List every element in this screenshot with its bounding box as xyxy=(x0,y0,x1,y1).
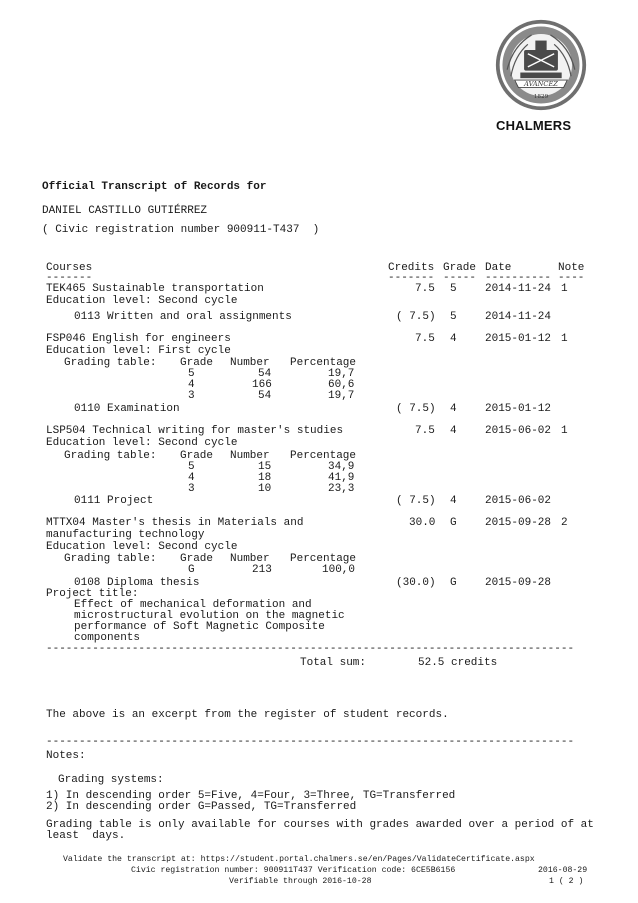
document-title: Official Transcript of Records for xyxy=(42,181,267,193)
separator-rule: -------------------------------------------------------------------------------- xyxy=(46,644,575,655)
grading-cell: 15 xyxy=(258,461,272,473)
footer-verification: Civic registration number: 900911T437 Verification code: 6CE5B6156 xyxy=(131,866,456,875)
grading-systems-label: Grading systems: xyxy=(58,774,164,786)
project-title-line: performance of Soft Magnetic Composite xyxy=(74,621,325,633)
project-title-line: components xyxy=(74,632,141,644)
grading-cell: 5 xyxy=(188,461,195,473)
grading-col-grade: Grade xyxy=(180,553,214,565)
project-title-line: Effect of mechanical deformation and xyxy=(74,599,312,611)
module-grade: 4 xyxy=(450,403,457,415)
seal-year-text: 1829 xyxy=(533,93,549,100)
course-note: 1 xyxy=(561,283,568,295)
module-name: 0113 Written and oral assignments xyxy=(74,311,292,323)
grading-cell: 166 xyxy=(252,379,272,391)
course-title: FSP046 English for engineers xyxy=(46,333,231,345)
grading-col-grade: Grade xyxy=(180,450,214,462)
module-credits: ( 7.5) xyxy=(396,495,436,507)
grading-table-label: Grading table: xyxy=(64,553,157,565)
note-item: 2) In descending order G=Passed, TG=Transferred xyxy=(46,801,357,813)
grading-cell: 34,9 xyxy=(328,461,355,473)
module-name: 0110 Examination xyxy=(74,403,180,415)
footer-page-number: 1 ( 2 ) xyxy=(549,877,584,886)
grading-cell: 19,7 xyxy=(328,390,355,402)
course-date: 2015-09-28 xyxy=(485,517,552,529)
course-title-continued: manufacturing technology xyxy=(46,529,205,541)
grading-cell: 4 xyxy=(188,379,195,391)
grading-cell: 213 xyxy=(252,564,272,576)
excerpt-statement: The above is an excerpt from the register of student records. xyxy=(46,709,449,721)
course-credits: 7.5 xyxy=(415,333,435,345)
col-date-header: Date xyxy=(485,262,512,274)
module-date: 2014-11-24 xyxy=(485,311,552,323)
course-date: 2015-01-12 xyxy=(485,333,552,345)
seal-ribbon-text: AVANCEZ xyxy=(524,80,558,89)
module-grade: 5 xyxy=(450,311,457,323)
project-title-line: microstructural evolution on the magnetic xyxy=(74,610,345,622)
grading-col-percentage: Percentage xyxy=(290,450,357,462)
grading-cell: 19,7 xyxy=(328,368,355,380)
module-credits: ( 7.5) xyxy=(396,403,436,415)
module-date: 2015-09-28 xyxy=(485,577,552,589)
grading-cell: 100,0 xyxy=(322,564,356,576)
grading-table-note: Grading table is only available for courses with grades awarded over a period of at xyxy=(46,819,594,831)
grading-cell: 60,6 xyxy=(328,379,355,391)
module-grade: G xyxy=(450,577,457,589)
grading-cell: G xyxy=(188,564,195,576)
grading-col-percentage: Percentage xyxy=(290,553,357,565)
col-courses-underline: ------- xyxy=(46,272,93,284)
separator-rule: -------------------------------------------------------------------------------- xyxy=(46,737,575,748)
grading-cell: 18 xyxy=(258,472,272,484)
module-date: 2015-01-12 xyxy=(485,403,552,415)
col-grade-header: Grade xyxy=(443,262,477,274)
project-title-label: Project title: xyxy=(46,588,139,600)
chalmers-seal-logo xyxy=(494,18,588,112)
module-date: 2015-06-02 xyxy=(485,495,552,507)
footer-date: 2016-08-29 xyxy=(538,866,588,875)
student-name: DANIEL CASTILLO GUTIÉRREZ xyxy=(42,205,208,217)
footer-validate-url: Validate the transcript at: https://student.portal.chalmers.se/en/Pages/ValidateCertificate.aspx xyxy=(63,855,535,864)
col-grade-underline: ----- xyxy=(443,272,477,284)
course-note: 1 xyxy=(561,333,568,345)
col-note-underline: ---- xyxy=(558,272,585,284)
module-name: 0108 Diploma thesis xyxy=(74,577,200,589)
education-level: Education level: Second cycle xyxy=(46,295,238,307)
course-credits: 7.5 xyxy=(415,425,435,437)
module-name: 0111 Project xyxy=(74,495,154,507)
course-title: LSP504 Technical writing for master's studies xyxy=(46,425,344,437)
course-credits: 7.5 xyxy=(415,283,435,295)
grading-col-grade: Grade xyxy=(180,357,214,369)
civic-registration: ( Civic registration number 900911-T437 ) xyxy=(42,224,320,236)
grading-table-note: least days. xyxy=(46,830,126,842)
col-credits-header: Credits xyxy=(388,262,435,274)
course-grade: 4 xyxy=(450,425,457,437)
footer-verifiable-through: Verifiable through 2016-10-28 xyxy=(229,877,372,886)
module-grade: 4 xyxy=(450,495,457,507)
module-credits: ( 7.5) xyxy=(396,311,436,323)
brand-wordmark: CHALMERS xyxy=(496,118,572,133)
education-level: Education level: Second cycle xyxy=(46,541,238,553)
education-level: Education level: Second cycle xyxy=(46,437,238,449)
grading-cell: 10 xyxy=(258,483,272,495)
course-credits: 30.0 xyxy=(409,517,436,529)
course-date: 2014-11-24 xyxy=(485,283,552,295)
total-value: 52.5 credits xyxy=(418,657,498,669)
module-credits: (30.0) xyxy=(396,577,436,589)
course-grade: 5 xyxy=(450,283,457,295)
grading-cell: 54 xyxy=(258,390,272,402)
grading-cell: 3 xyxy=(188,390,195,402)
notes-heading: Notes: xyxy=(46,750,86,762)
grading-cell: 41,9 xyxy=(328,472,355,484)
course-date: 2015-06-02 xyxy=(485,425,552,437)
grading-cell: 3 xyxy=(188,483,195,495)
grading-cell: 54 xyxy=(258,368,272,380)
course-grade: G xyxy=(450,517,457,529)
grading-col-number: Number xyxy=(230,450,270,462)
education-level: Education level: First cycle xyxy=(46,345,231,357)
col-credits-underline: ------- xyxy=(388,272,435,284)
grading-cell: 5 xyxy=(188,368,195,380)
grading-cell: 4 xyxy=(188,472,195,484)
grading-col-number: Number xyxy=(230,357,270,369)
grading-col-number: Number xyxy=(230,553,270,565)
note-item: 1) In descending order 5=Five, 4=Four, 3=Three, TG=Transferred xyxy=(46,790,456,802)
col-courses-header: Courses xyxy=(46,262,93,274)
col-note-header: Note xyxy=(558,262,585,274)
course-title: TEK465 Sustainable transportation xyxy=(46,283,264,295)
col-date-underline: ---------- xyxy=(485,272,552,284)
total-label: Total sum: xyxy=(300,657,367,669)
grading-table-label: Grading table: xyxy=(64,450,157,462)
course-grade: 4 xyxy=(450,333,457,345)
course-note: 1 xyxy=(561,425,568,437)
grading-table-label: Grading table: xyxy=(64,357,157,369)
course-title: MTTX04 Master's thesis in Materials and xyxy=(46,517,304,529)
grading-col-percentage: Percentage xyxy=(290,357,357,369)
grading-cell: 23,3 xyxy=(328,483,355,495)
course-note: 2 xyxy=(561,517,568,529)
